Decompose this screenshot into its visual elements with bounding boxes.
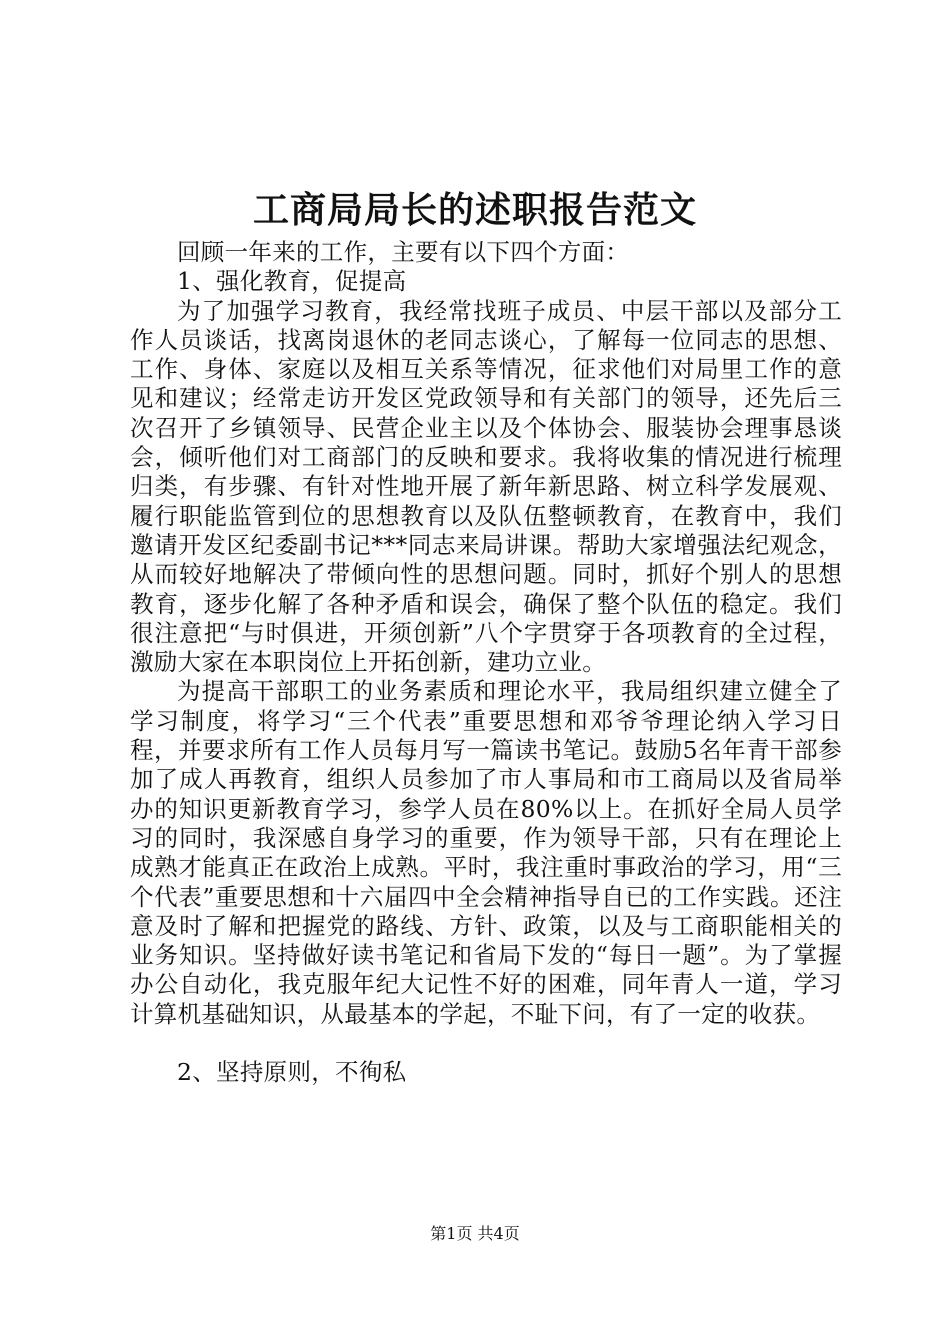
section-heading-1: 1、强化教育，促提高 — [177, 267, 407, 296]
page-number-footer: 第1页 共4页 — [430, 1224, 520, 1243]
section-heading-2: 2、坚持原则，不徇私 — [177, 1058, 407, 1087]
document-body — [130, 238, 842, 1087]
document-title: 工商局局长的述职报告范文 — [252, 189, 697, 231]
body-paragraph: 为提高干部职工的业务素质和理论水平，我局组织建立健全了学习制度，将学习“三个代表”重要思想和邓爷爷理论纳入学习日程，并要求所有工作人员每月写一篇读书笔记。鼓励5名年青干部参加了成人再教育，组织人员参加了市人事局和市工商局以及省局举办的知识更新教育学习，参学人员在80%以上。在抓好全局人员学习的同时，我深感自身学习的重要，作为领导干部，只有在理论上成熟才能真正在政治上成熟。平时，我注重时事政治的学习，用“三个代表”重要思想和十六届四中全会精神指导自已的工作实践。还注意及时了解和把握党的路线、方针、政策，以及与工商职能相关的业务知识。坚持做好读书笔记和省局下发的“每日一题”。为了掌握办公自动化，我克服年纪大记性不好的困难，同年青人一道，学习计算机基础知识，从最基本的学起，不耻下问，有了一定的收获。 — [130, 677, 842, 1028]
body-paragraph: 为了加强学习教育，我经常找班子成员、中层干部以及部分工作人员谈话，找离岗退休的老同志谈心，了解每一位同志的思想、工作、身体、家庭以及相互关系等情况，征求他们对局里工作的意见和建议；经常走访开发区党政领导和有关部门的领导，还先后三次召开了乡镇领导、民营企业主以及个体协会、服装协会理事恳谈会，倾听他们对工商部门的反映和要求。我将收集的情况进行梳理归类，有步骤、有针对性地开展了新年新思路、树立科学发展观、履行职能监管到位的思想教育以及队伍整顿教育，在教育中，我们邀请开发区纪委副书记***同志来局讲课。帮助大家增强法纪观念，从而较好地解决了带倾向性的思想问题。同时，抓好个别人的思想教育，逐步化解了各种矛盾和误会，确保了整个队伍的稳定。我们很注意把“与时俱进，开须创新”八个字贯穿于各项教育的全过程，激励大家在本职岗位上开拓创新，建功立业。 — [130, 296, 842, 677]
intro-paragraph: 回顾一年来的工作，主要有以下四个方面： — [177, 238, 630, 266]
